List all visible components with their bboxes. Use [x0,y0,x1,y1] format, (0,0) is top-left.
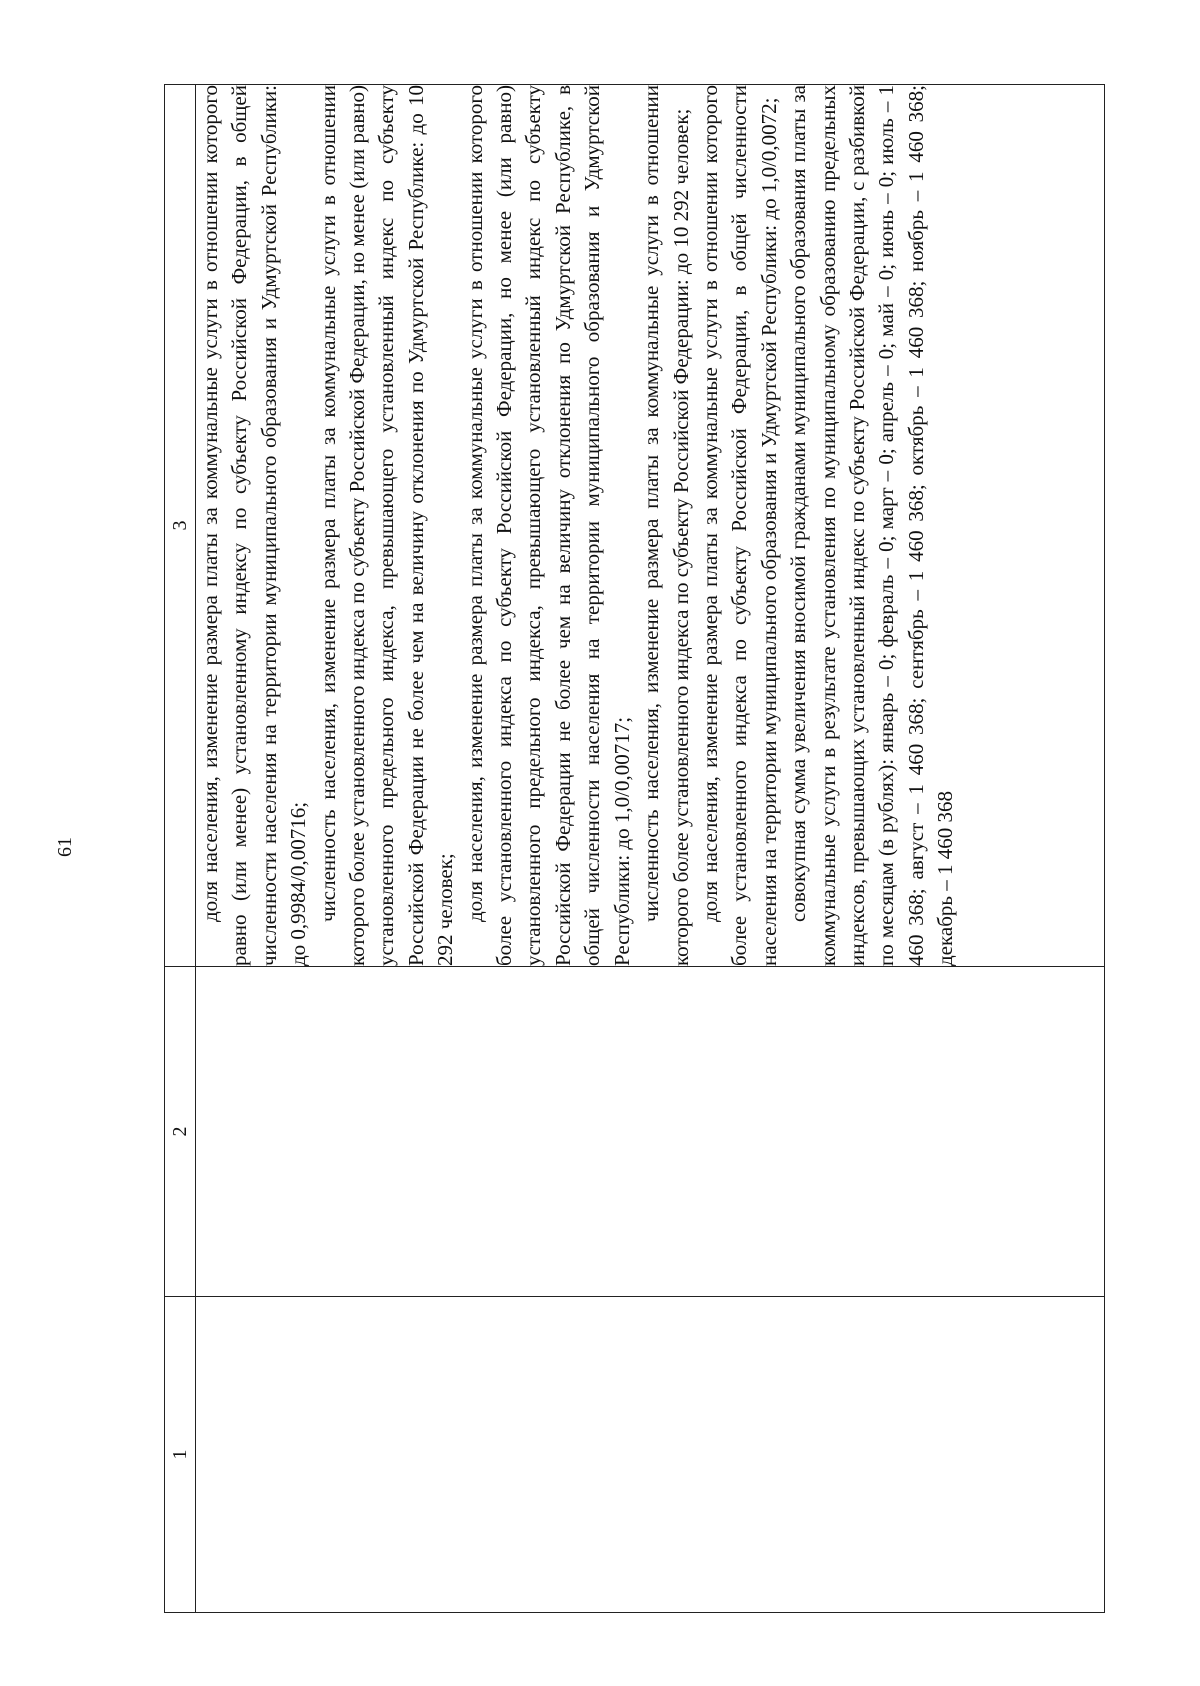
column-2-cell [196,967,1105,1297]
document-table [164,84,1105,1613]
column-header-2: 2 [165,967,196,1297]
paragraph: доля населения, изменение размера платы за коммунальные услуги в отношении которого равно (или менее) установленному индексу по субъекту Российской Федерации, в общей численности населения на территории муниципального образования и Удмуртской Республики: до 0,9984/0,00716; [198,85,311,966]
table-body-row [196,85,1105,1613]
rotated-page [164,85,1104,1613]
column-1-cell [196,1297,1105,1613]
paragraph: совокупная сумма увеличения вносимой гражданами муниципального образования платы за коммунальные услуги в результате установления по муниципальному образованию предельных индексов, превышающих установленный индекс по субъекту Российской Федерации, с разбивкой по месяцам (в рублях): январь – 0; февраль – 0; март – 0; апрель – 0; май – 0; июнь – 0; июль – 1 460 368; август – 1 460 368; сентябрь – 1 460 368; октябрь – 1 460 368; ноябрь – 1 460 368; декабрь – 1 460 368 [786,85,958,966]
table-header-row [165,85,196,1613]
paragraph: численность населения, изменение размера платы за коммунальные услуги в отношении которого более установленного индекса по субъекту Российской Федерации: до 10 292 человек; [639,85,693,966]
column-header-1: 1 [165,1297,196,1613]
page-number: 61 [54,837,76,857]
paragraph: численность населения, изменение размера платы за коммунальные услуги в отношении которого более установленного индекса по субъекту Российской Федерации, но менее (или равно) установленного предельного индекса, превышающего установленный индекс по субъекту Российской Федерации не более чем на величину отклонения по Удмуртской Республике: до 10 292 человек; [315,85,458,966]
column-3-cell [196,85,1105,967]
column-header-3: 3 [165,85,196,967]
paragraph: доля населения, изменение размера платы за коммунальные услуги в отношении которого более установленного индекса по субъекту Российской Федерации, но менее (или равно) установленного предельного индекса, превышающего установленный индекс по субъекту Российской Федерации не более чем на величину отклонения по Удмуртской Республике, в общей численности населения на территории муниципального образования и Удмуртской Республики: до 1,0/0,00717; [462,85,634,966]
rotated-content [164,85,1104,1613]
paragraph: доля населения, изменение размера платы за коммунальные услуги в отношении которого более установленного индекса по субъекту Российской Федерации, в общей численности населения на территории муниципального образования и Удмуртской Республики: до 1,0/0,0072; [697,85,781,966]
